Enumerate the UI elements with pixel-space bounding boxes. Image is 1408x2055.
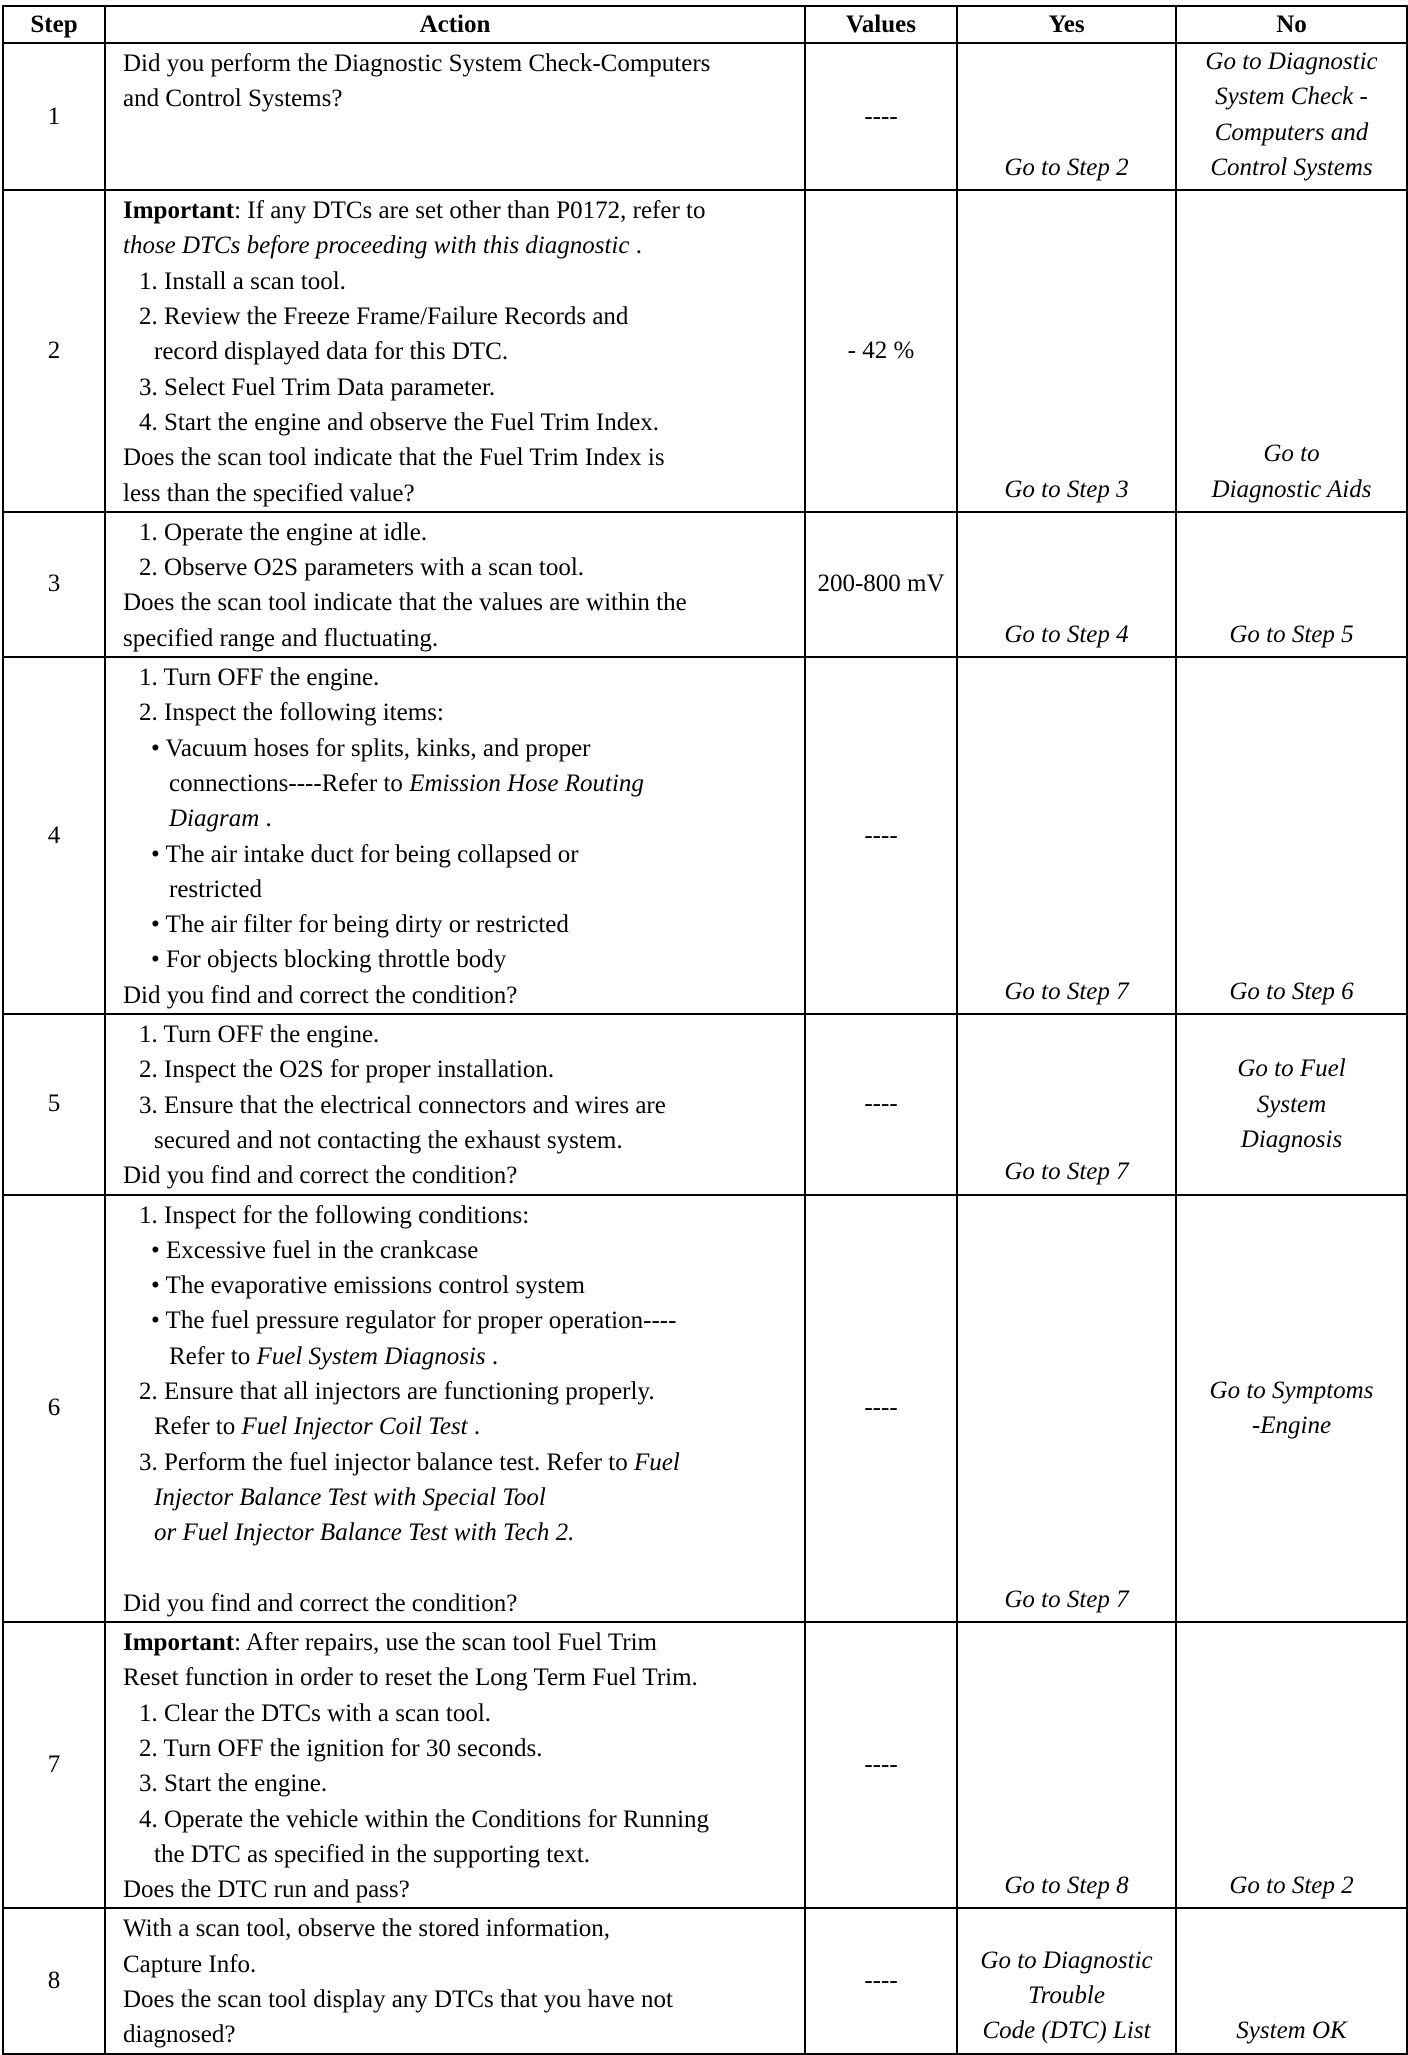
no-cell <box>1176 512 1407 657</box>
action-line <box>123 1123 796 1158</box>
action-line <box>123 440 796 475</box>
value-cell: - 42 % <box>805 190 957 512</box>
action-text: 1. Turn OFF the engine. <box>139 1021 380 1049</box>
table-header-row <box>3 6 1407 43</box>
action-line <box>123 1837 796 1872</box>
no-cell <box>1176 1195 1407 1623</box>
action-text: • The fuel pressure regulator for proper operation---- <box>151 1307 677 1335</box>
action-line <box>123 1802 796 1837</box>
action-line <box>123 1374 796 1409</box>
action-text: : If any DTCs are set other than P0172, refer to <box>234 197 706 225</box>
no-cell <box>1176 190 1407 512</box>
action-line <box>123 1088 796 1123</box>
important-label: Important <box>123 197 235 225</box>
yes-result-line: Trouble <box>1028 1982 1105 2010</box>
action-text: diagnosed? <box>123 2021 236 2049</box>
value-cell: ---- <box>805 1908 957 2053</box>
yes-result-line: Go to Step 7 <box>1004 1158 1129 1186</box>
action-text: restricted <box>169 875 263 903</box>
action-line <box>123 334 796 369</box>
reference-link-text: Emission Hose Routing <box>409 769 644 797</box>
value-cell: ---- <box>805 43 957 190</box>
action-text: . <box>259 805 272 833</box>
action-text: Did you find and correct the condition? <box>123 1589 518 1617</box>
table-row <box>3 1195 1407 1623</box>
action-text: 3. Select Fuel Trim Data parameter. <box>139 373 496 401</box>
step-number: 7 <box>3 1622 105 1908</box>
table-row <box>3 657 1407 1014</box>
reference-link-text: or Fuel Injector Balance Test with Tech 2. <box>154 1519 575 1547</box>
yes-cell <box>957 1014 1176 1194</box>
action-line <box>123 942 796 977</box>
reference-link-text: those DTCs before proceeding with this diagnostic <box>123 232 630 260</box>
yes-cell <box>957 1908 1176 2053</box>
action-text: • Vacuum hoses for splits, kinks, and proper <box>151 734 591 762</box>
action-cell <box>105 43 805 190</box>
no-result-line: Go to <box>1263 440 1320 468</box>
action-line <box>123 837 796 872</box>
action-cell <box>105 512 805 657</box>
header-values: Values <box>805 6 957 43</box>
action-line <box>123 1696 796 1731</box>
value-cell: ---- <box>805 1014 957 1194</box>
no-result-line: System OK <box>1236 2017 1347 2045</box>
action-text: . <box>629 232 642 260</box>
action-line <box>123 1017 796 1052</box>
action-line <box>123 515 796 550</box>
table-row <box>3 512 1407 657</box>
step-number: 3 <box>3 512 105 657</box>
action-text: 3. Perform the fuel injector balance test. Refer to <box>139 1448 634 1476</box>
action-text: 2. Observe O2S parameters with a scan tool. <box>139 554 585 582</box>
no-result-line: Go to Step 5 <box>1229 620 1354 648</box>
action-text: secured and not contacting the exhaust system. <box>154 1126 623 1154</box>
yes-result-line: Go to Step 7 <box>1004 977 1129 1005</box>
action-line <box>123 1625 796 1660</box>
action-line <box>123 978 796 1013</box>
action-line <box>123 1982 796 2017</box>
action-line <box>123 1052 796 1087</box>
action-text-tail: . <box>467 1413 481 1441</box>
action-text: • The air filter for being dirty or restricted <box>151 911 569 939</box>
action-line <box>123 621 796 656</box>
action-cell <box>105 657 805 1014</box>
action-line <box>123 907 796 942</box>
action-text: 1. Install a scan tool. <box>139 267 346 295</box>
action-line <box>123 1339 796 1374</box>
step-number: 6 <box>3 1195 105 1623</box>
action-text: 2. Turn OFF the ignition for 30 seconds. <box>139 1734 543 1762</box>
action-line <box>123 1268 796 1303</box>
header-no: No <box>1176 6 1407 43</box>
action-text: 2. Ensure that all injectors are functioning properly. <box>139 1377 655 1405</box>
action-line <box>123 1872 796 1907</box>
step-number: 8 <box>3 1908 105 2053</box>
reference-link-text: Fuel <box>633 1448 680 1476</box>
action-line <box>123 193 796 228</box>
yes-result-line: Go to Step 2 <box>1004 153 1129 181</box>
no-result-line: Diagnosis <box>1240 1125 1343 1153</box>
header-step: Step <box>3 6 105 43</box>
action-line <box>123 550 796 585</box>
action-text: • The evaporative emissions control system <box>151 1272 585 1300</box>
table-row <box>3 1908 1407 2053</box>
no-cell <box>1176 1622 1407 1908</box>
no-result-line: -Engine <box>1251 1412 1332 1440</box>
action-line <box>123 1158 796 1193</box>
no-result-line: Diagnostic Aids <box>1211 475 1372 503</box>
action-line <box>123 766 796 801</box>
value-cell: ---- <box>805 1622 957 1908</box>
action-cell <box>105 1195 805 1623</box>
action-line <box>123 801 796 836</box>
action-text: and Control Systems? <box>123 85 343 113</box>
yes-result-line: Code (DTC) List <box>982 2017 1151 2045</box>
header-action: Action <box>105 6 805 43</box>
step-number: 1 <box>3 43 105 190</box>
no-result-line: Computers and <box>1214 118 1369 146</box>
yes-result-line: Go to Step 7 <box>1004 1585 1129 1613</box>
yes-cell <box>957 1622 1176 1908</box>
action-text: Does the DTC run and pass? <box>123 1876 410 1904</box>
action-line <box>123 46 796 81</box>
action-line <box>123 1947 796 1982</box>
action-text: specified range and fluctuating. <box>123 624 439 652</box>
action-cell <box>105 1622 805 1908</box>
important-label: Important <box>123 1629 235 1657</box>
action-line <box>123 1911 796 1946</box>
action-line <box>123 228 796 263</box>
header-yes: Yes <box>957 6 1176 43</box>
action-line <box>123 2017 796 2052</box>
action-text: 3. Ensure that the electrical connectors and wires are <box>139 1091 666 1119</box>
action-line <box>123 81 796 116</box>
action-text-tail: . <box>485 1342 499 1370</box>
no-result-line: System Check - <box>1215 83 1368 111</box>
table-row <box>3 1622 1407 1908</box>
action-cell <box>105 190 805 512</box>
action-line <box>123 299 796 334</box>
value-cell: ---- <box>805 657 957 1014</box>
action-line <box>123 405 796 440</box>
action-line <box>123 1731 796 1766</box>
yes-cell <box>957 657 1176 1014</box>
reference-link-text: Injector Balance Test with Special Tool <box>154 1483 546 1511</box>
action-line <box>123 264 796 299</box>
action-text: Refer to <box>154 1413 242 1441</box>
yes-result-line: Go to Step 4 <box>1004 620 1129 648</box>
step-number: 2 <box>3 190 105 512</box>
action-text: • Excessive fuel in the crankcase <box>151 1236 479 1264</box>
reference-link-text: Fuel Injector Coil Test <box>241 1413 468 1441</box>
yes-cell <box>957 512 1176 657</box>
reference-link-text: Fuel System Diagnosis <box>256 1342 486 1370</box>
yes-result-line: Go to Step 3 <box>1004 475 1129 503</box>
action-text: With a scan tool, observe the stored information, <box>123 1915 611 1943</box>
value-cell: ---- <box>805 1195 957 1623</box>
action-text: 1. Turn OFF the engine. <box>139 664 380 692</box>
no-result-line: Go to Step 2 <box>1229 1872 1354 1900</box>
table-row <box>3 190 1407 512</box>
table-row <box>3 43 1407 190</box>
action-text: 3. Start the engine. <box>139 1770 328 1798</box>
no-result-line: Go to Symptoms <box>1209 1376 1374 1404</box>
action-text: 1. Inspect for the following conditions: <box>139 1201 530 1229</box>
action-line <box>123 1586 796 1621</box>
no-result-line: Go to Diagnostic <box>1205 48 1378 75</box>
table-row <box>3 1014 1407 1194</box>
diagnostic-table-container <box>2 5 1406 2049</box>
action-line <box>123 585 796 620</box>
action-cell <box>105 1908 805 2053</box>
reference-link-text: Diagram <box>169 805 260 833</box>
action-text: Reset function in order to reset the Long Term Fuel Trim. <box>123 1664 698 1692</box>
no-result-line: Go to Fuel <box>1237 1055 1346 1083</box>
action-text: 1. Operate the engine at idle. <box>139 518 428 546</box>
action-text: Does the scan tool indicate that the Fuel Trim Index is <box>123 444 665 472</box>
action-text: Capture Info. <box>123 1950 257 1978</box>
action-text: 2. Review the Freeze Frame/Failure Records and <box>139 303 629 331</box>
yes-result-line: Go to Diagnostic <box>980 1946 1153 1974</box>
action-line <box>123 1198 796 1233</box>
action-line <box>123 695 796 730</box>
action-line <box>123 1480 796 1515</box>
no-cell <box>1176 1908 1407 2053</box>
no-result-line: Go to Step 6 <box>1229 977 1354 1005</box>
step-number: 5 <box>3 1014 105 1194</box>
action-cell <box>105 1014 805 1194</box>
action-line <box>123 660 796 695</box>
action-text: the DTC as specified in the supporting text. <box>154 1840 591 1868</box>
action-text: 1. Clear the DTCs with a scan tool. <box>139 1699 492 1727</box>
action-text: : After repairs, use the scan tool Fuel Trim <box>234 1629 657 1657</box>
yes-result-line: Go to Step 8 <box>1004 1872 1129 1900</box>
action-line <box>123 731 796 766</box>
action-text: Does the scan tool indicate that the values are within the <box>123 589 687 617</box>
yes-cell <box>957 190 1176 512</box>
action-text: Did you find and correct the condition? <box>123 1162 518 1190</box>
step-number: 4 <box>3 657 105 1014</box>
action-text: • For objects blocking throttle body <box>151 946 507 974</box>
action-line <box>123 1660 796 1695</box>
action-line <box>123 370 796 405</box>
action-line <box>123 1409 796 1444</box>
action-text: Does the scan tool display any DTCs that you have not <box>123 1986 673 2014</box>
action-text: Refer to <box>169 1342 257 1370</box>
no-result-line: Control Systems <box>1210 153 1373 181</box>
action-line <box>123 1550 796 1585</box>
action-text: Did you perform the Diagnostic System Check-Computers <box>123 50 711 77</box>
action-line <box>123 1445 796 1480</box>
no-cell <box>1176 43 1407 190</box>
action-text: 2. Inspect the O2S for proper installation. <box>139 1056 555 1084</box>
action-line <box>123 872 796 907</box>
no-cell <box>1176 1014 1407 1194</box>
diagnostic-table <box>2 5 1408 2055</box>
action-line <box>123 1766 796 1801</box>
action-line <box>123 476 796 511</box>
action-text: less than the specified value? <box>123 479 415 507</box>
no-cell <box>1176 657 1407 1014</box>
action-text: • The air intake duct for being collapsed or <box>151 840 579 868</box>
action-text: 4. Start the engine and observe the Fuel Trim Index. <box>139 408 660 436</box>
table-body <box>3 43 1407 2054</box>
action-line <box>123 1303 796 1338</box>
action-text: 4. Operate the vehicle within the Conditions for Running <box>139 1805 710 1833</box>
yes-cell <box>957 1195 1176 1623</box>
action-text: connections----Refer to <box>169 769 410 797</box>
action-text: Did you find and correct the condition? <box>123 981 518 1009</box>
action-text: 2. Inspect the following items: <box>139 699 444 727</box>
action-line <box>123 1233 796 1268</box>
yes-cell <box>957 43 1176 190</box>
no-result-line: System <box>1256 1090 1327 1118</box>
action-text: record displayed data for this DTC. <box>154 338 509 366</box>
action-line <box>123 1515 796 1550</box>
value-cell: 200-800 mV <box>805 512 957 657</box>
